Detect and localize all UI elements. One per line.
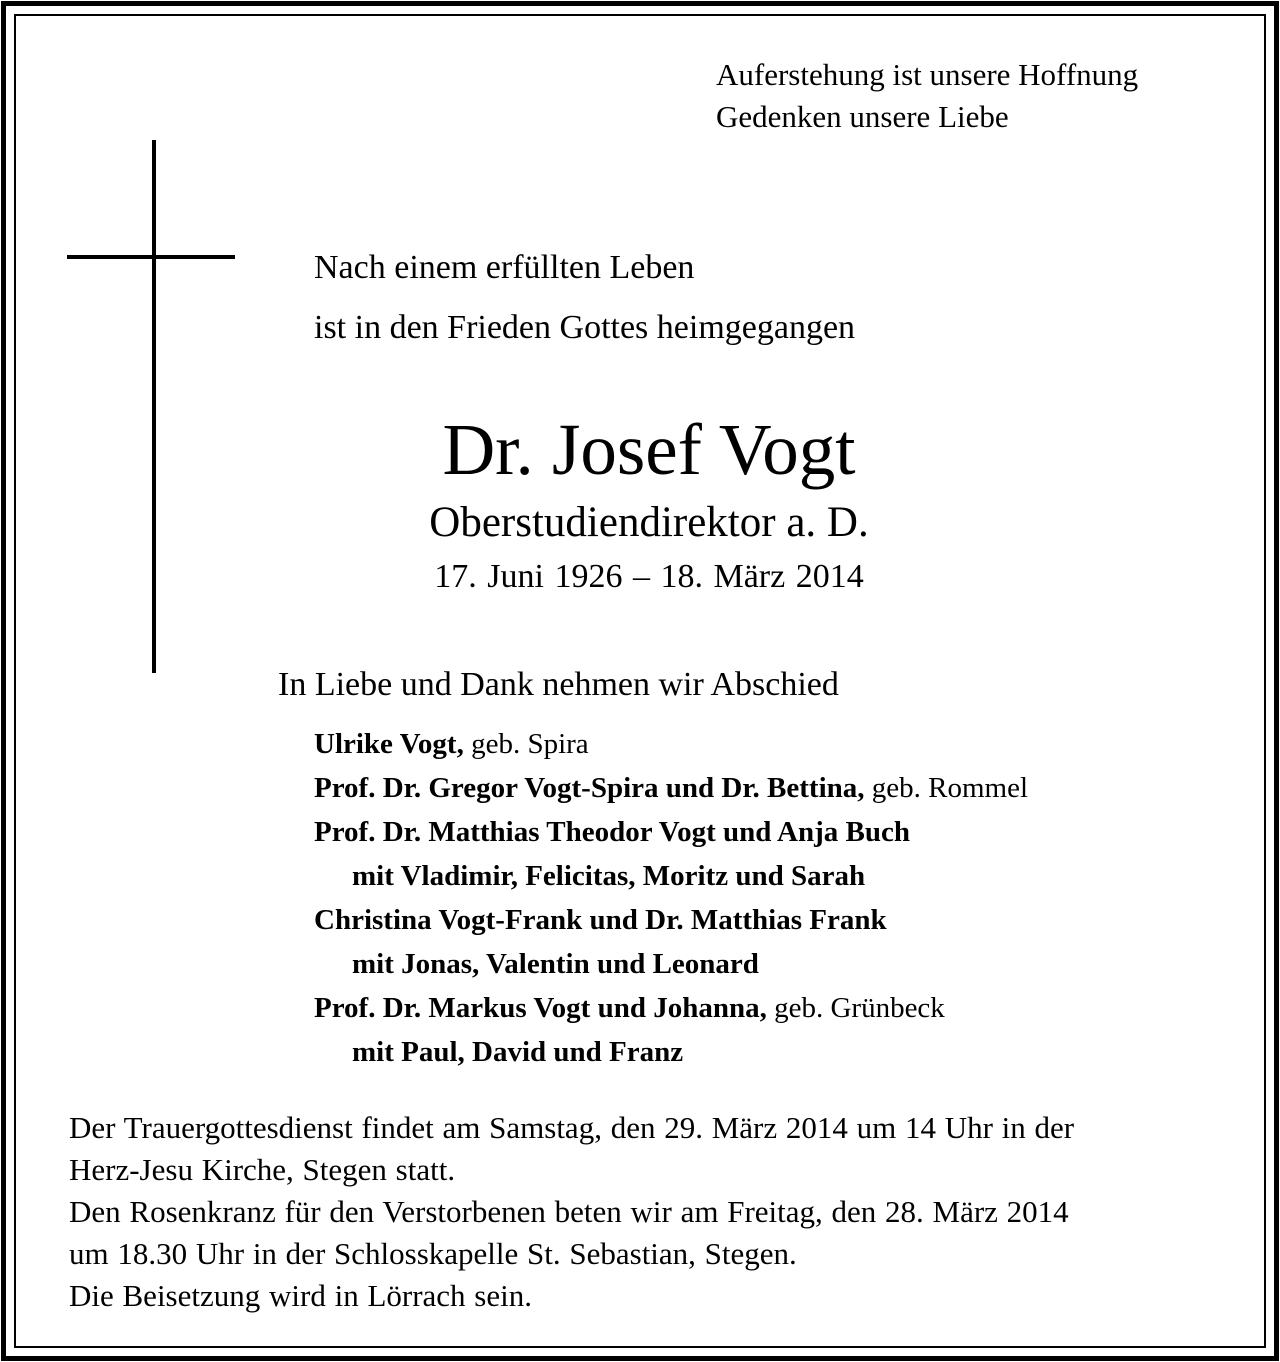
intro-block	[314, 238, 855, 358]
mourner-name: mit Vladimir, Felicitas, Moritz und Sarah	[352, 860, 866, 892]
mourner-row	[314, 898, 1028, 942]
mourner-row	[314, 810, 1028, 854]
life-dates: 17. Juni 1926 – 18. März 2014	[434, 558, 864, 595]
motto-line-2: Gedenken unsere Liebe	[716, 99, 1009, 134]
intro-line-2: ist in den Frieden Gottes heimgegangen	[314, 309, 856, 346]
mourners-list	[314, 722, 1028, 1074]
service-line: Herz-Jesu Kirche, Stegen statt.	[69, 1152, 456, 1187]
mourner-row-grandchildren	[314, 1030, 1028, 1074]
motto-line-1: Auferstehung ist unsere Hoffnung	[716, 57, 1139, 92]
cross-horizontal-bar	[67, 255, 235, 259]
service-line: Den Rosenkranz für den Verstorbenen beten wir am Freitag, den 28. März 2014	[69, 1194, 1069, 1229]
service-info	[69, 1107, 1074, 1317]
service-line: Der Trauergottesdienst findet am Samstag, den 29. März 2014 um 14 Uhr in der	[69, 1110, 1075, 1145]
mourner-row	[314, 722, 1028, 766]
mourner-name: mit Jonas, Valentin und Leonard	[352, 948, 759, 980]
mourner-row-grandchildren	[314, 942, 1028, 986]
mourner-name: mit Paul, David und Franz	[352, 1036, 684, 1068]
mourner-name: Prof. Dr. Markus Vogt und Johanna,	[314, 992, 767, 1024]
mourner-suffix: geb. Spira	[463, 728, 589, 760]
mourner-name: Prof. Dr. Gregor Vogt-Spira und Dr. Bettina,	[314, 772, 865, 804]
mourner-row	[314, 766, 1028, 810]
mourner-suffix: geb. Grünbeck	[766, 992, 945, 1024]
mourner-name: Christina Vogt-Frank und Dr. Matthias Frank	[314, 904, 887, 936]
service-line: Die Beisetzung wird in Lörrach sein.	[69, 1278, 532, 1313]
farewell-line: In Liebe und Dank nehmen wir Abschied	[278, 666, 839, 703]
mourner-name: Ulrike Vogt,	[314, 728, 464, 760]
mourner-suffix: geb. Rommel	[864, 772, 1029, 804]
intro-line-1: Nach einem erfüllten Leben	[314, 249, 695, 286]
service-line: um 18.30 Uhr in der Schlosskapelle St. Sebastian, Stegen.	[69, 1236, 797, 1271]
motto-block	[716, 54, 1138, 138]
deceased-name: Dr. Josef Vogt	[442, 409, 856, 490]
deceased-title: Oberstudiendirektor a. D.	[429, 499, 869, 546]
mourner-name: Prof. Dr. Matthias Theodor Vogt und Anja Buch	[314, 816, 910, 848]
mourner-row-grandchildren	[314, 854, 1028, 898]
mourner-row	[314, 986, 1028, 1030]
